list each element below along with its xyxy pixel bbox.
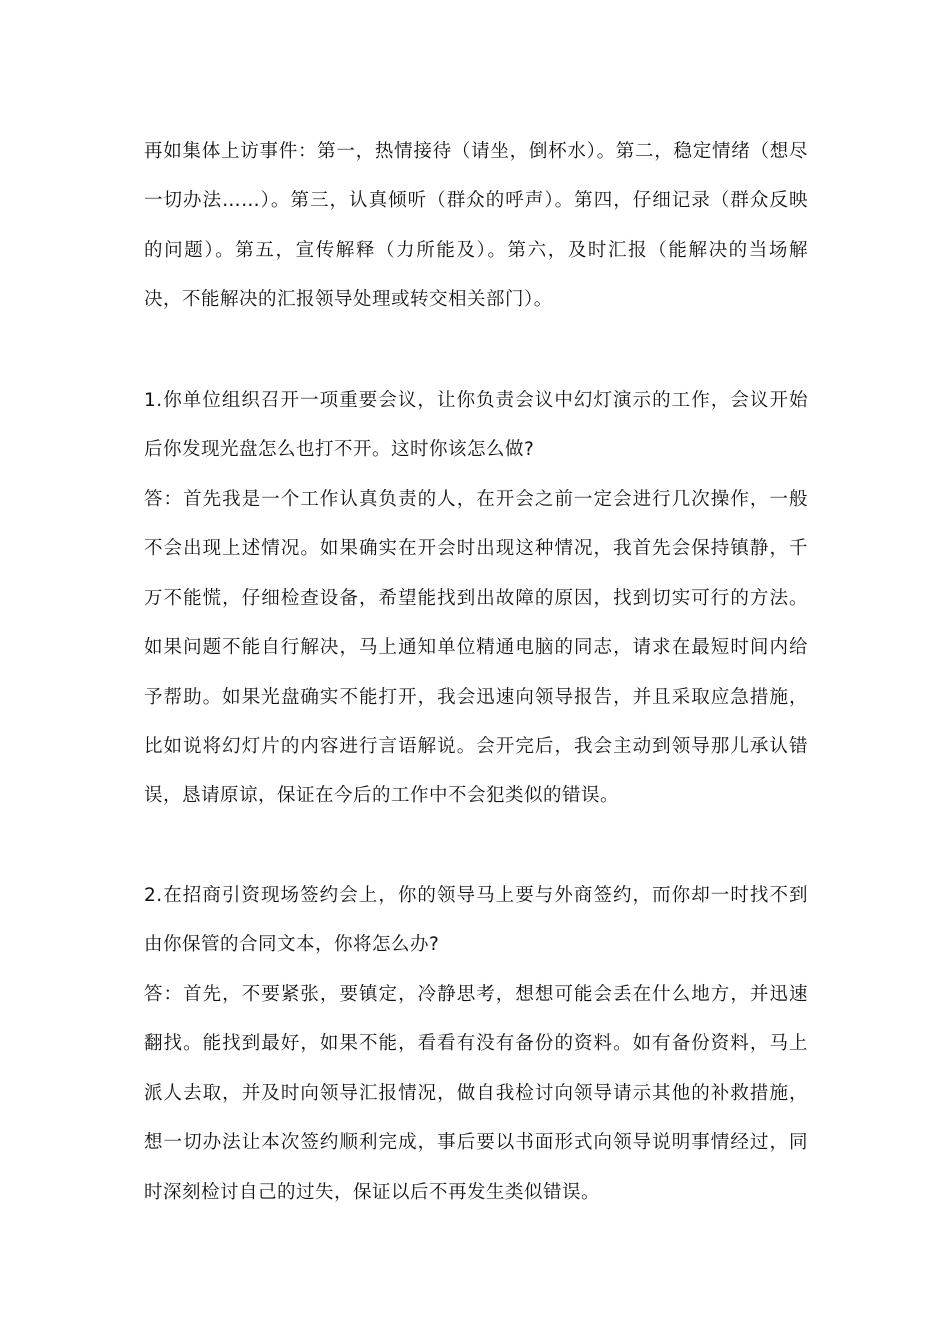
paragraph-collective-petition: 再如集体上访事件：第一，热情接待（请坐，倒杯水）。第二，稳定情绪（想尽一切办法……）。第三，认真倾听（群众的呼声）。第四，仔细记录（群众反映的问题）。第五，宣传解释（力所能及）。第六，及时汇报（能解决的当场解决，不能解决的汇报领导处理或转交相关部门）。: [144, 141, 808, 311]
answer-2: 答：首先，不要紧张，要镇定，冷静思考，想想可能会丢在什么地方，并迅速翻找。能找到最好，如果不能，看看有没有备份的资料。如有备份资料，马上派人去取，并及时向领导汇报情况，做自我检讨向领导请示其他的补救措施，想一切办法让本次签约顺利完成，事后要以书面形式向领导说明事情经过，同时深刻检讨自己的过失，保证以后不再发生类似错误。: [144, 984, 808, 1203]
answer-1: 答：首先我是一个工作认真负责的人，在开会之前一定会进行几次操作，一般不会出现上述情况。如果确实在开会时出现这种情况，我首先会保持镇静，千万不能慌，仔细检查设备，希望能找到出故障的原因，找到切实可行的方法。如果问题不能自行解决，马上通知单位精通电脑的同志，请求在最短时间内给予帮助。如果光盘确实不能打开，我会迅速向领导报告，并且采取应急措施，比如说将幻灯片的内容进行言语解说。会开完后，我会主动到领导那儿承认错误，恳请原谅，保证在今后的工作中不会犯类似的错误。: [144, 489, 808, 807]
question-1: 1.你单位组织召开一项重要会议，让你负责会议中幻灯演示的工作，会议开始后你发现光盘怎么也打不开。这时你该怎么做?: [144, 390, 808, 461]
question-2: 2.在招商引资现场签约会上，你的领导马上要与外商签约，而你却一时找不到由你保管的合同文本，你将怎么办?: [144, 885, 808, 956]
